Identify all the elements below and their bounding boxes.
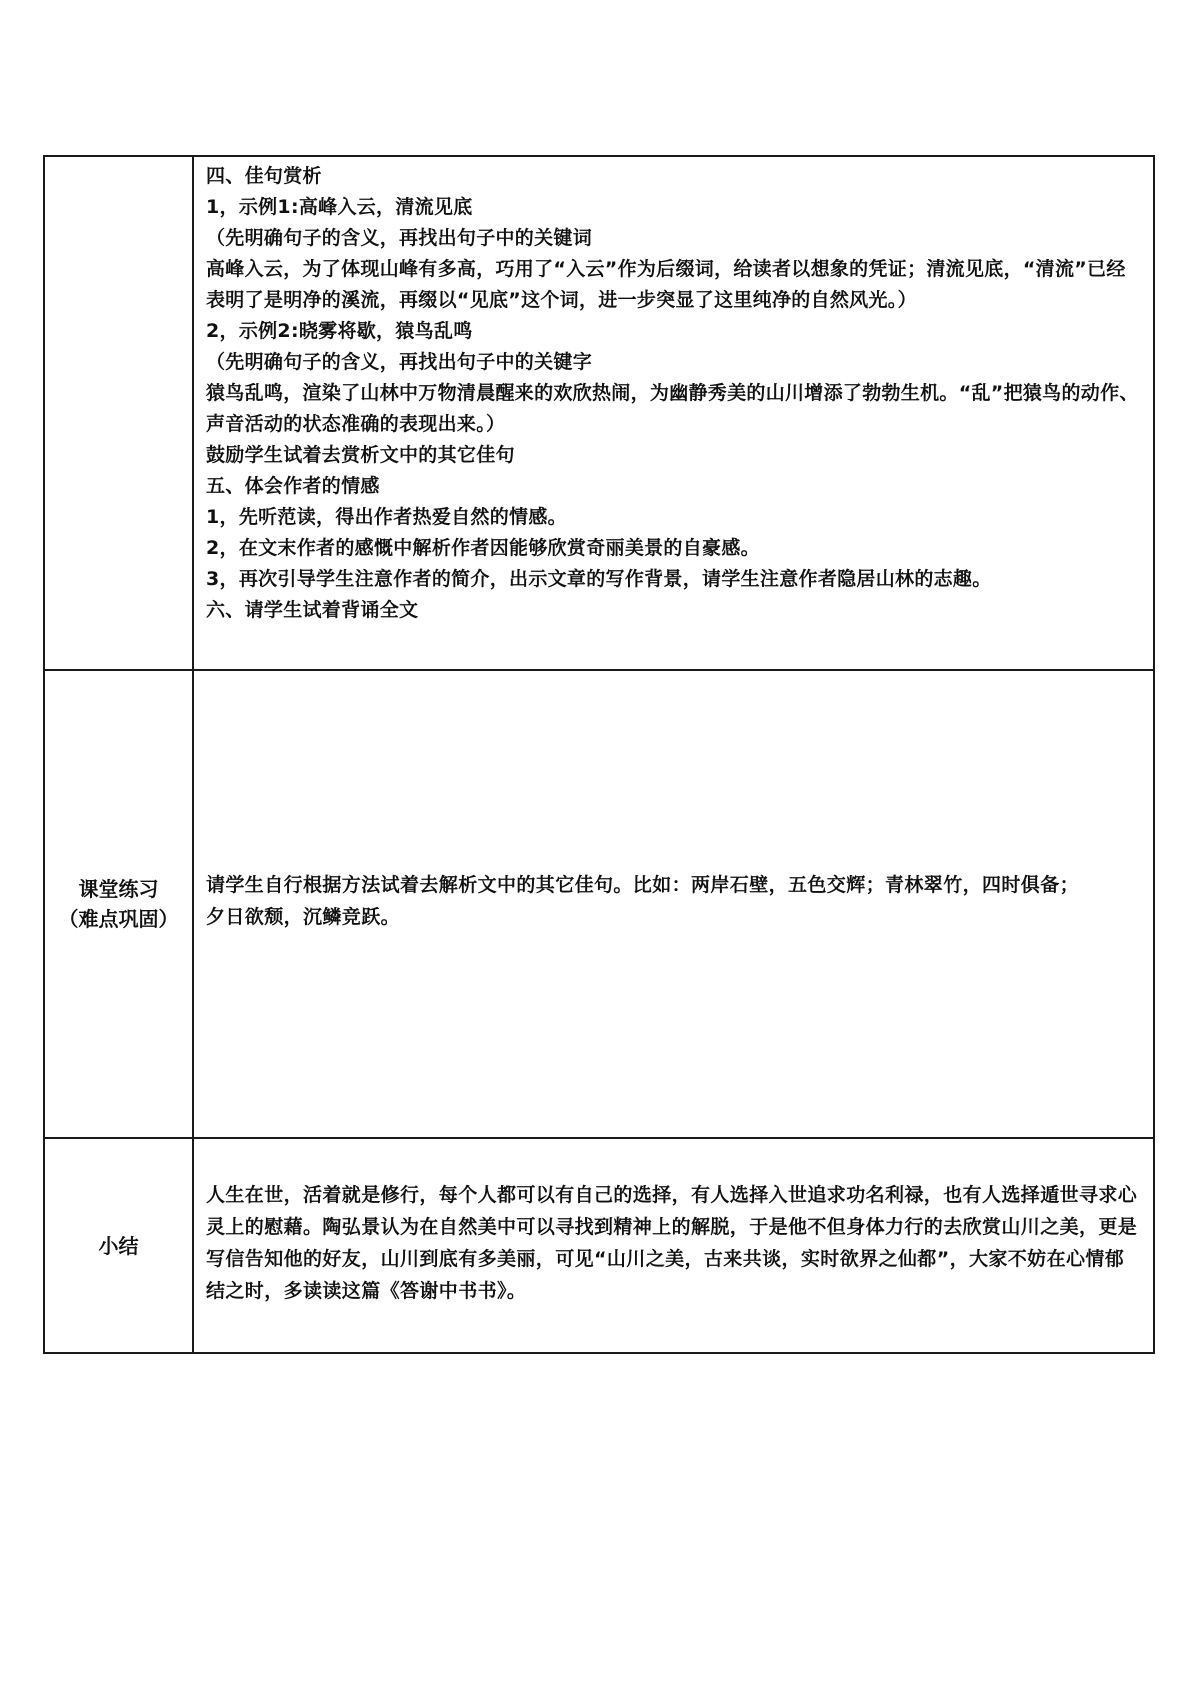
row3-content-cell bbox=[193, 1138, 1154, 1353]
section-five-heading: 五、体会作者的情感 bbox=[206, 475, 380, 497]
summary-label: 小结 bbox=[98, 1233, 139, 1258]
table-row-appreciation bbox=[44, 156, 1154, 670]
table-row-practice bbox=[44, 670, 1154, 1138]
example-2-instruction: （先明确句子的含义，再找出句子中的关键字 bbox=[206, 351, 593, 373]
row3-label-cell bbox=[44, 1138, 193, 1353]
practice-label: 课堂练习 bbox=[78, 877, 159, 901]
lesson-plan-table bbox=[43, 155, 1155, 1354]
example-1-title: 1，示例1:高峰入云，清流见底 bbox=[206, 196, 473, 218]
row1-label-cell bbox=[44, 156, 193, 670]
row2-content-cell bbox=[193, 670, 1154, 1138]
section-six-heading: 六、请学生试着背诵全文 bbox=[206, 599, 419, 621]
encourage-text: 鼓励学生试着去赏析文中的其它佳句 bbox=[206, 444, 515, 466]
section-four-heading: 四、佳句赏析 bbox=[206, 165, 322, 187]
table-row-summary bbox=[44, 1138, 1154, 1353]
row1-content-cell bbox=[193, 156, 1154, 670]
example-2-title: 2，示例2:晓雾将歇，猿鸟乱鸣 bbox=[206, 320, 473, 342]
emotion-point-3: 3，再次引导学生注意作者的简介，出示文章的写作背景，请学生注意作者隐居山林的志趣。 bbox=[206, 568, 992, 590]
practice-text: 请学生自行根据方法试着去解析文中的其它佳句。比如：两岸石壁，五色交辉；青林翠竹，四时俱备； bbox=[206, 874, 1080, 896]
practice-sublabel: （难点巩固） bbox=[58, 907, 179, 931]
emotion-point-2: 2，在文末作者的感慨中解析作者因能够欣赏奇丽美景的自豪感。 bbox=[206, 537, 760, 559]
example-1-instruction: （先明确句子的含义，再找出句子中的关键词 bbox=[206, 227, 593, 249]
row2-label-cell bbox=[44, 670, 193, 1138]
summary-text: 人生在世，活着就是修行，每个人都可以有自己的选择，有人选择入世追求功名利禄，也有人选择遁世寻求心灵上的慰藉。陶弘景认为在自然美中可以寻找到精神上的解脱，于是他不但身体力行的去欣赏山川之美，更是写信告知他的好友，山川到底有多美丽，可见“山川之美，古来共谈，实时欲界之仙都”，大家不妨在心情郁结之时，多读读这篇《答谢中书书》。 bbox=[206, 1183, 1138, 1302]
emotion-point-1: 1，先听范读，得出作者热爱自然的情感。 bbox=[206, 506, 567, 528]
example-1-analysis: 高峰入云，为了体现山峰有多高，巧用了“入云”作为后缀词，给读者以想象的凭证；清流见底，“清流”已经表明了是明净的溪流，再缀以“见底”这个词，进一步突显了这里纯净的自然风光。） bbox=[206, 258, 1126, 311]
practice-text-cont: 夕日欲颓，沉鳞竞跃。 bbox=[206, 906, 401, 928]
example-2-analysis: 猿鸟乱鸣，渲染了山林中万物清晨醒来的欢欣热闹，为幽静秀美的山川增添了勃勃生机。“乱”把猿鸟的动作、声音活动的状态准确的表现出来。） bbox=[206, 382, 1139, 435]
